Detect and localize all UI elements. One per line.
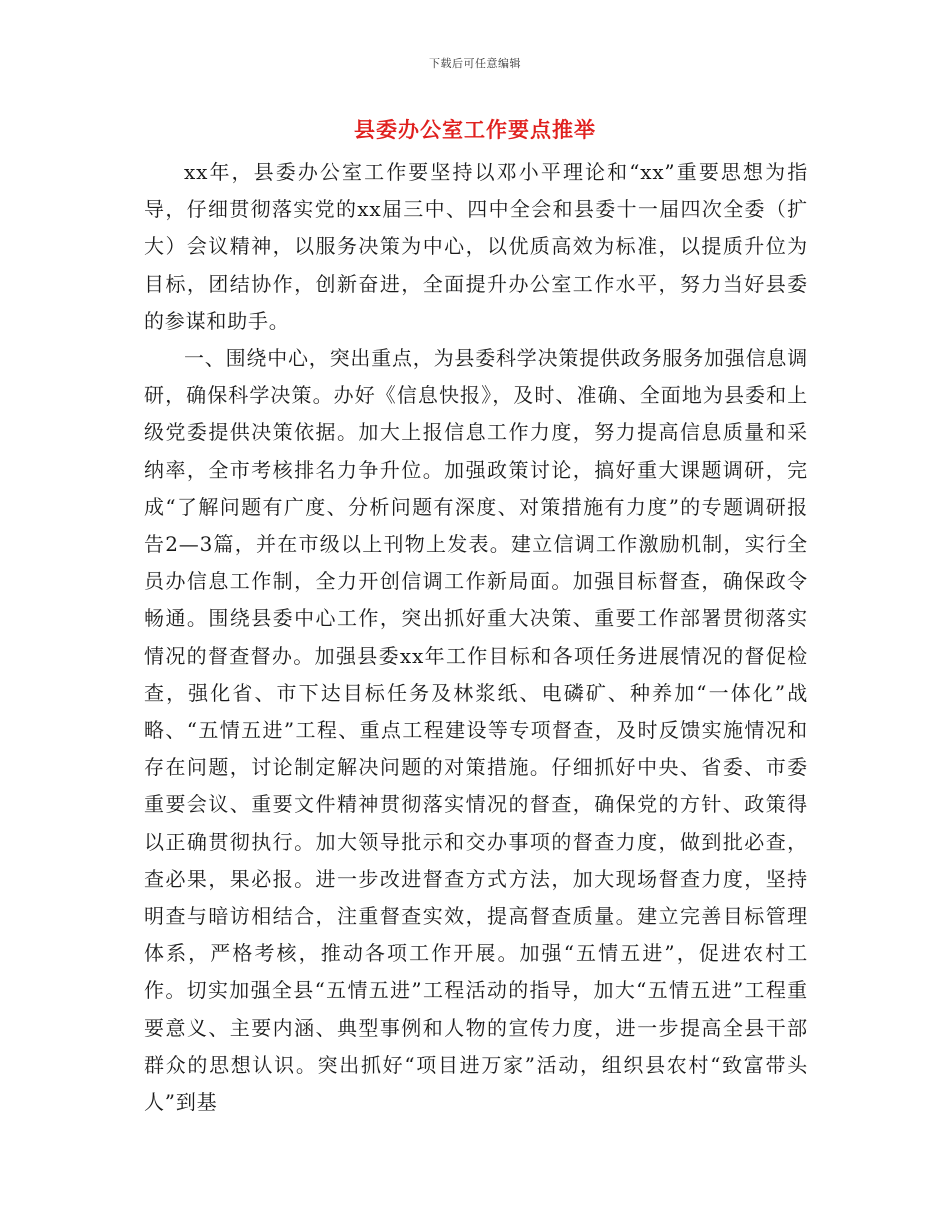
paragraph-intro: xx年，县委办公室工作要坚持以邓小平理论和“xx”重要思想为指导，仔细贯彻落实党的xx届三中、四中全会和县委十一届四次全委（扩大）会议精神，以服务决策为中心，以优质高效为标准，以提质升位为目标，团结协作，创新奋进，全面提升办公室工作水平，努力当好县委的参谋和助手。 [144, 160, 808, 333]
paragraph-section-one: 一、围绕中心，突出重点，为县委科学决策提供政务服务加强信息调研，确保科学决策。办好《信息快报》，及时、准确、全面地为县委和上级党委提供决策依据。加大上报信息工作力度，努力提高信息质量和采纳率，全市考核排名力争升位。加强政策讨论，搞好重大课题调研，完成“了解问题有广度、分析问题有深度、对策措施有力度”的专题调研报告2—3篇，并在市级以上刊物上发表。建立信调工作激励机制，实行全员办信息工作制，全力开创信调工作新局面。加强目标督查，确保政令畅通。围绕县委中心工作，突出抓好重大决策、重要工作部署贯彻落实情况的督查督办。加强县委xx年工作目标和各项任务进展情况的督促检查，强化省、市下达目标任务及林浆纸、电磷矿、种养加“一体化”战略、“五情五进”工程、重点工程建设等专项督查，及时反馈实施情况和存在问题，讨论制定解决问题的对策措施。仔细抓好中央、省委、市委重要会议、重要文件精神贯彻落实情况的督查，确保党的方针、政策得以正确贯彻执行。加大领导批示和交办事项的督查力度，做到批必查，查必果，果必报。进一步改进督查方式方法，加大现场督查力度，坚持明查与暗访相结合，注重督查实效，提高督查质量。建立完善目标管理体系，严格考核，推动各项工作开展。加强“五情五进”，促进农村工作。切实加强全县“五情五进”工程活动的指导，加大“五情五进”工程重要意义、主要内涵、典型事例和人物的宣传力度，进一步提高全县干部群众的思想认识。突出抓好“项目进万家”活动，组织县农村“致富带头人”到基 [144, 346, 808, 1115]
document-title: 县委办公室工作要点推举 [354, 117, 596, 142]
document-body [144, 154, 808, 1121]
header-note: 下载后可任意编辑 [429, 57, 521, 70]
